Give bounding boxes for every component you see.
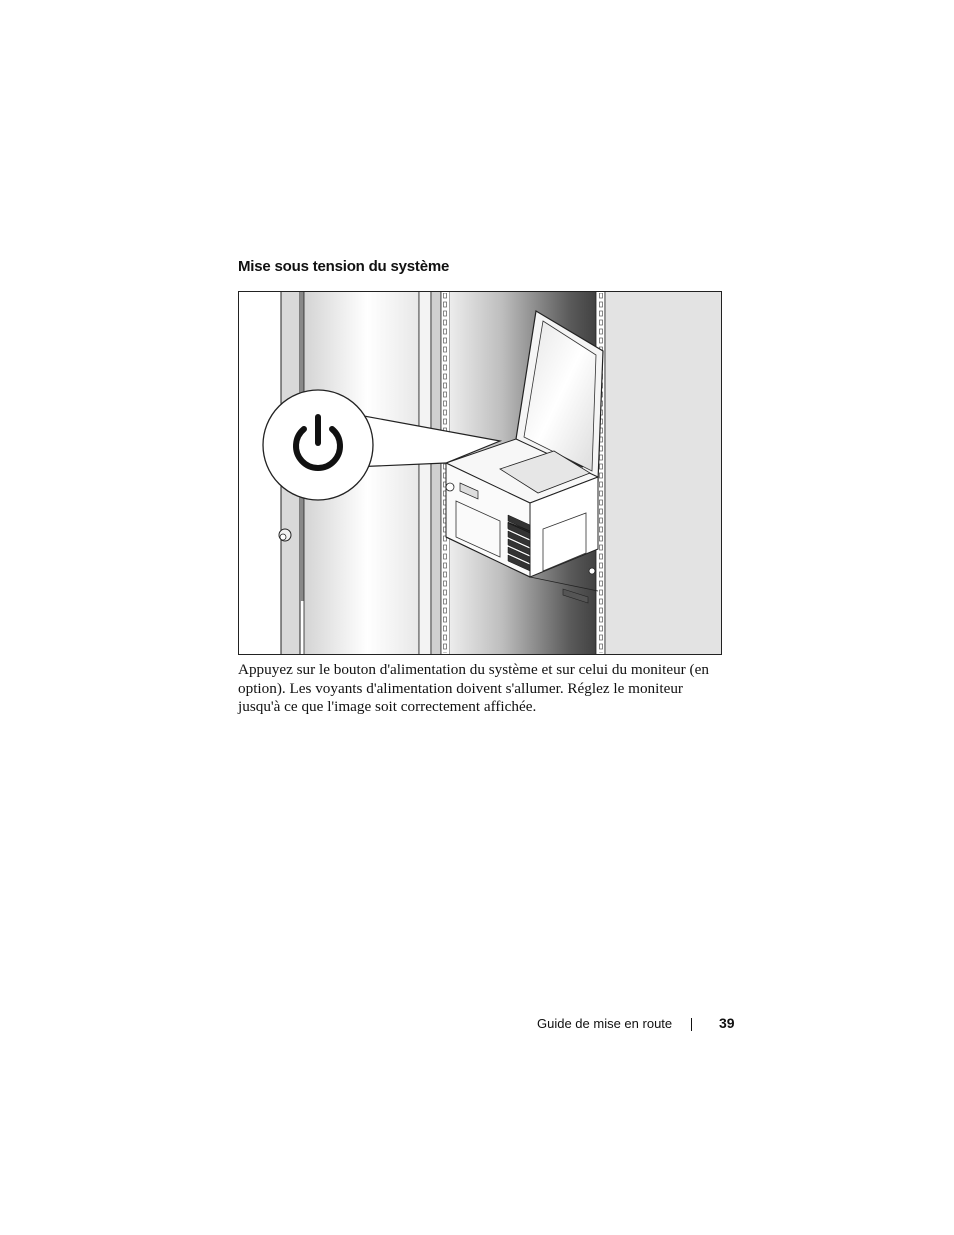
rack-power-illustration: [238, 291, 722, 655]
footer-document-title: Guide de mise en route: [537, 1016, 673, 1031]
footer-separator: [691, 1018, 692, 1031]
power-callout: [263, 390, 373, 500]
section-heading: Mise sous tension du système: [238, 258, 450, 275]
body-paragraph: Appuyez sur le bouton d'alimentation du système et sur celui du moniteur (en option). Les voyants d'alimentation doivent s'allumer. Réglez le moniteur jusqu'à ce que l'image soit correctement affichée.: [238, 661, 709, 715]
page-number: 39: [719, 1015, 735, 1031]
